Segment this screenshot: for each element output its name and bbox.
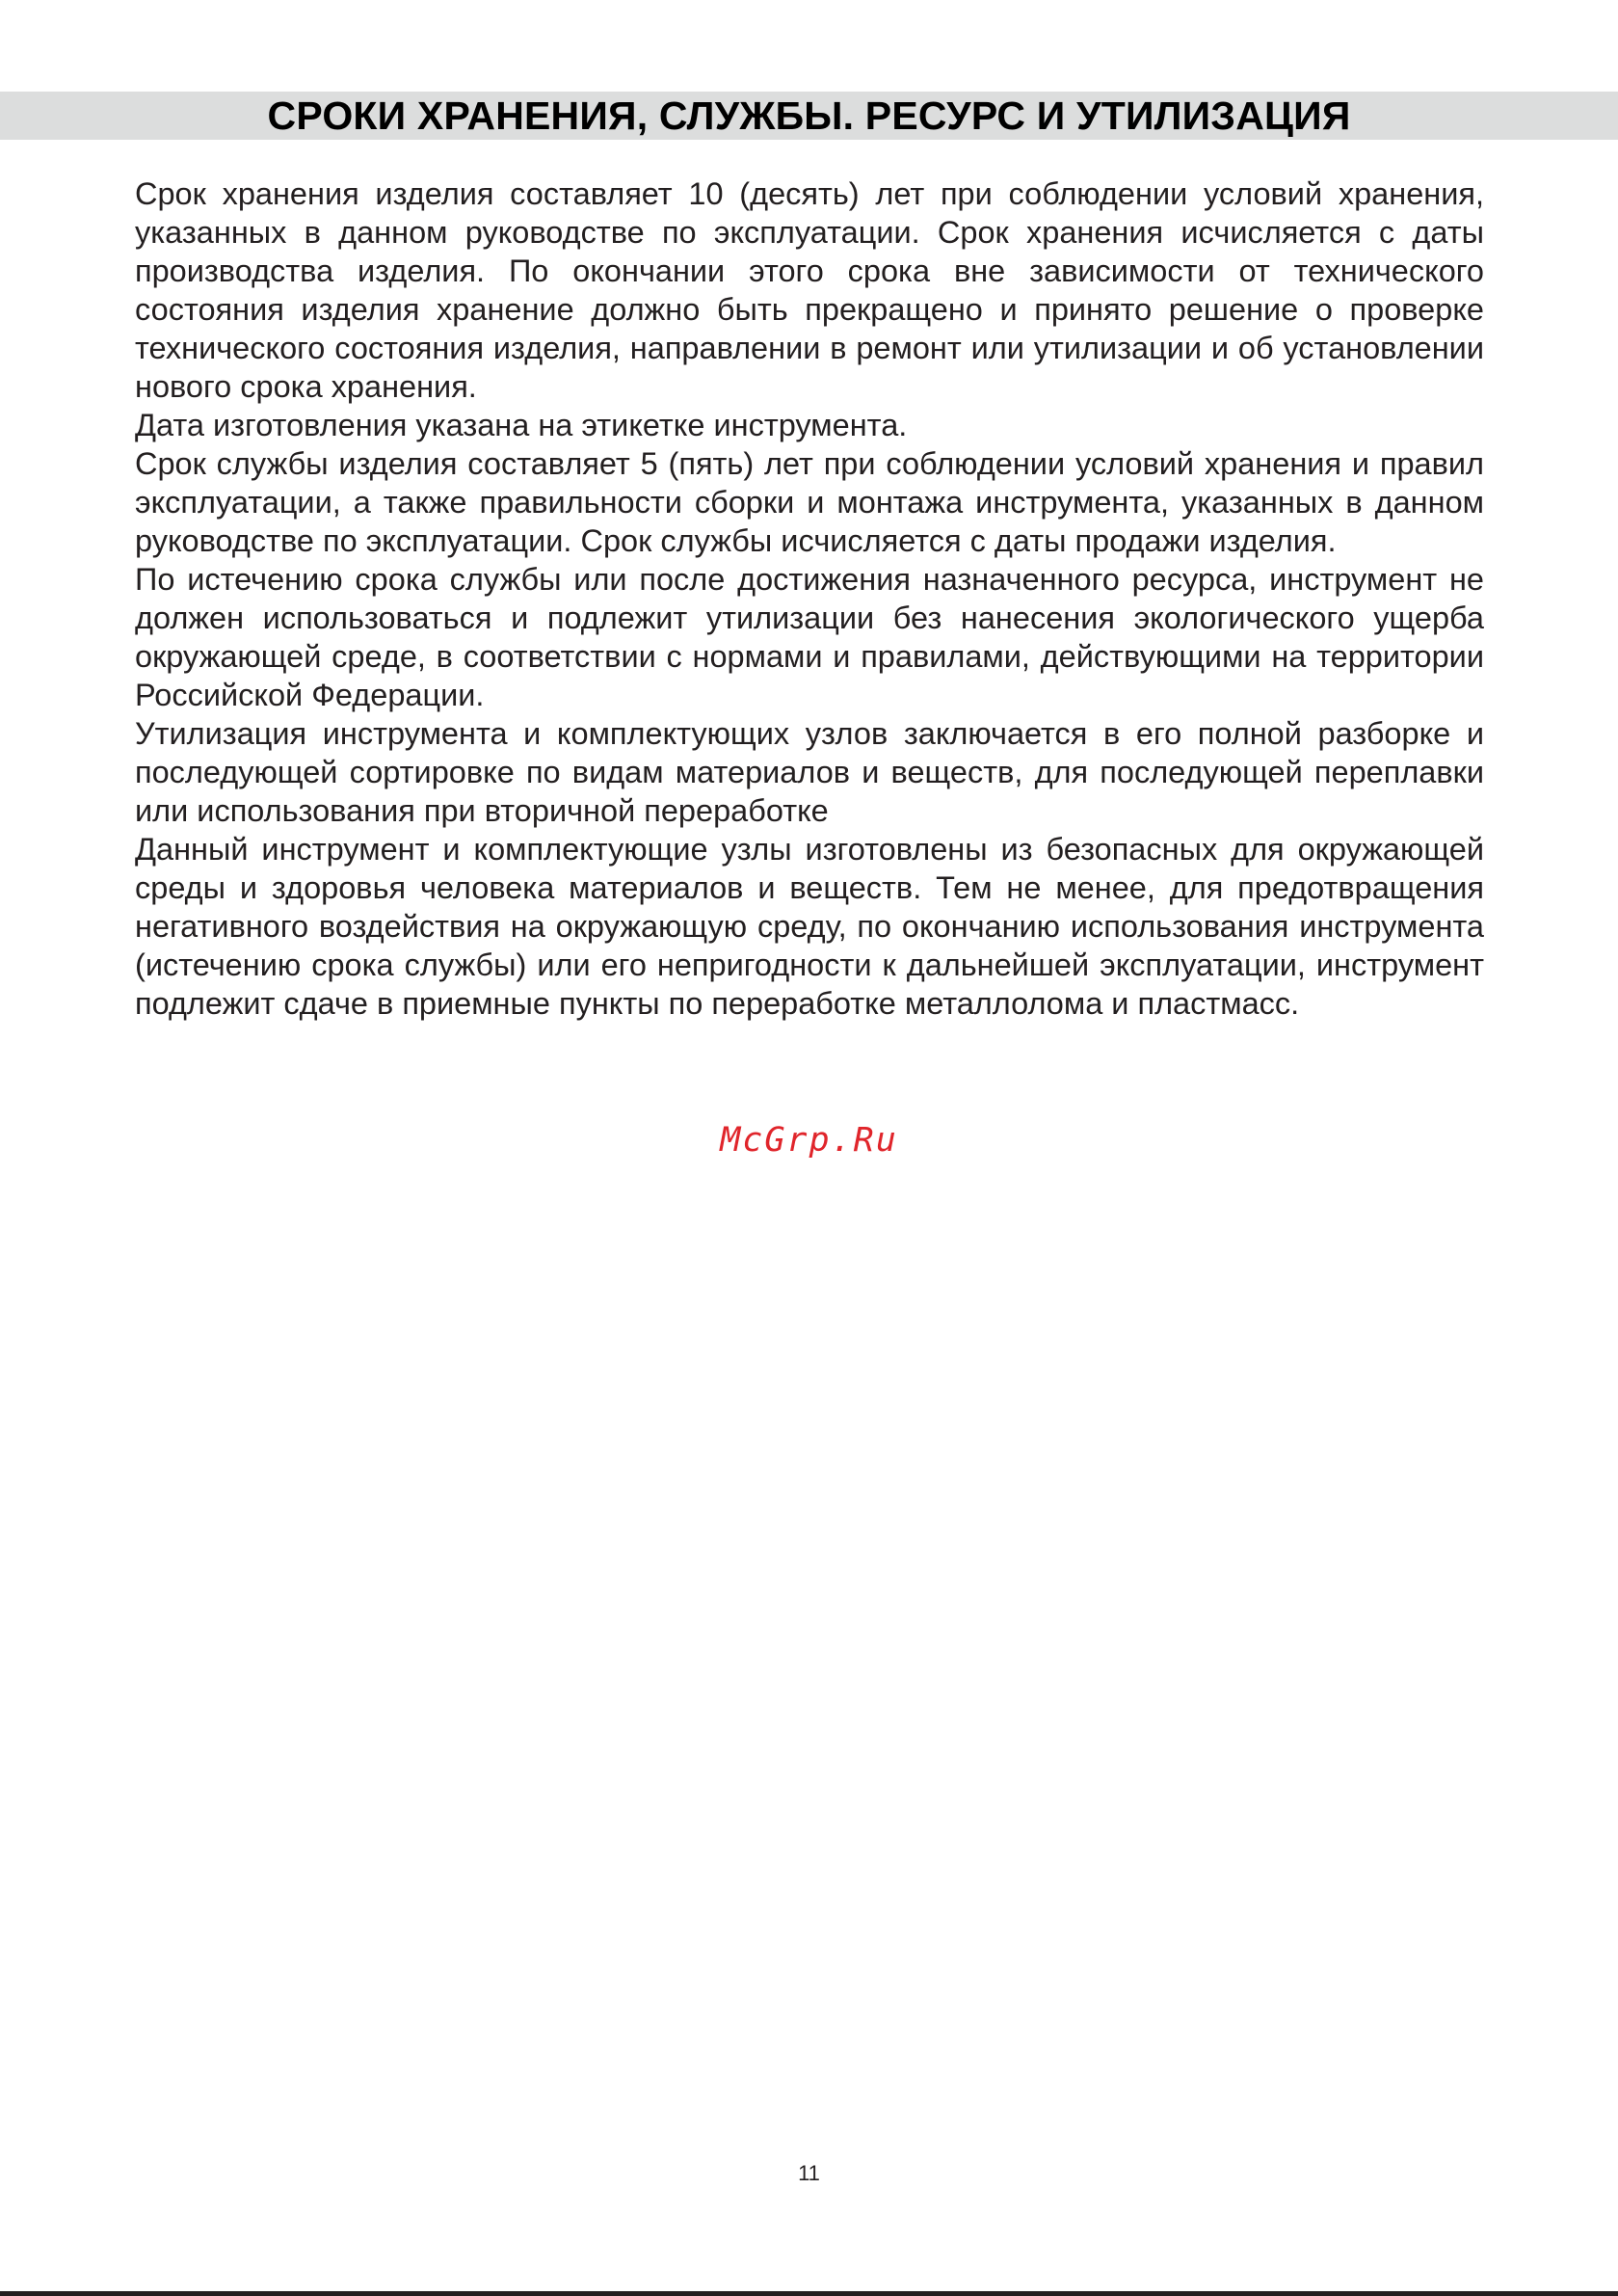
- paragraph-recycling: Данный инструмент и комплектующие узлы изготовлены из безопасных для окружающей среды и здоровья человека материалов и веществ. Тем не менее, для предотвращения негативного воздействия на окружающую среду, по окончанию использования инструмента (истечению срока службы) или его непригодности к дальнейшей эксплуатации, инструмент подлежит сдаче в приемные пункты по переработке металлолома и пластмасс.: [135, 832, 1484, 1021]
- paragraph-storage-life: Срок хранения изделия составляет 10 (десять) лет при соблюдении условий хранения, указанных в данном руководстве по эксплуатации. Срок хранения исчисляется с даты производства изделия. По окончании этого срока вне зависимости от технического состояния изделия хранение должно быть прекращено и принято решение о проверке технического состояния изделия, направлении в ремонт или утилизации и об установлении нового срока хранения.: [135, 176, 1484, 404]
- watermark-link[interactable]: McGrp.Ru: [720, 1121, 898, 1160]
- paragraph-service-life: Срок службы изделия составляет 5 (пять) лет при соблюдении условий хранения и правил эксплуатации, а также правильности сборки и монтажа инструмента, указанных в данном руководстве по эксплуатации. Срок службы исчисляется с даты продажи изделия.: [135, 446, 1484, 558]
- bottom-divider: [0, 2291, 1618, 2296]
- page-number: 11: [798, 2161, 820, 2185]
- paragraph-end-of-life: По истечению срока службы или после достижения назначенного ресурса, инструмент не должен использоваться и подлежит утилизации без нанесения экологического ущерба окружающей среде, в соответствии с нормами и правилами, действующими на территории Российской Федерации.: [135, 562, 1484, 712]
- paragraph-manufacture-date: Дата изготовления указана на этикетке инструмента.: [135, 408, 908, 442]
- page-title: СРОКИ ХРАНЕНИЯ, СЛУЖБЫ. РЕСУРС И УТИЛИЗАЦИЯ: [267, 93, 1351, 138]
- paragraph-disposal: Утилизация инструмента и комплектующих узлов заключается в его полной разборке и последующей сортировке по видам материалов и веществ, для последующей переплавки или использования при вторичной переработке: [135, 716, 1484, 828]
- body-text: [135, 174, 1484, 1023]
